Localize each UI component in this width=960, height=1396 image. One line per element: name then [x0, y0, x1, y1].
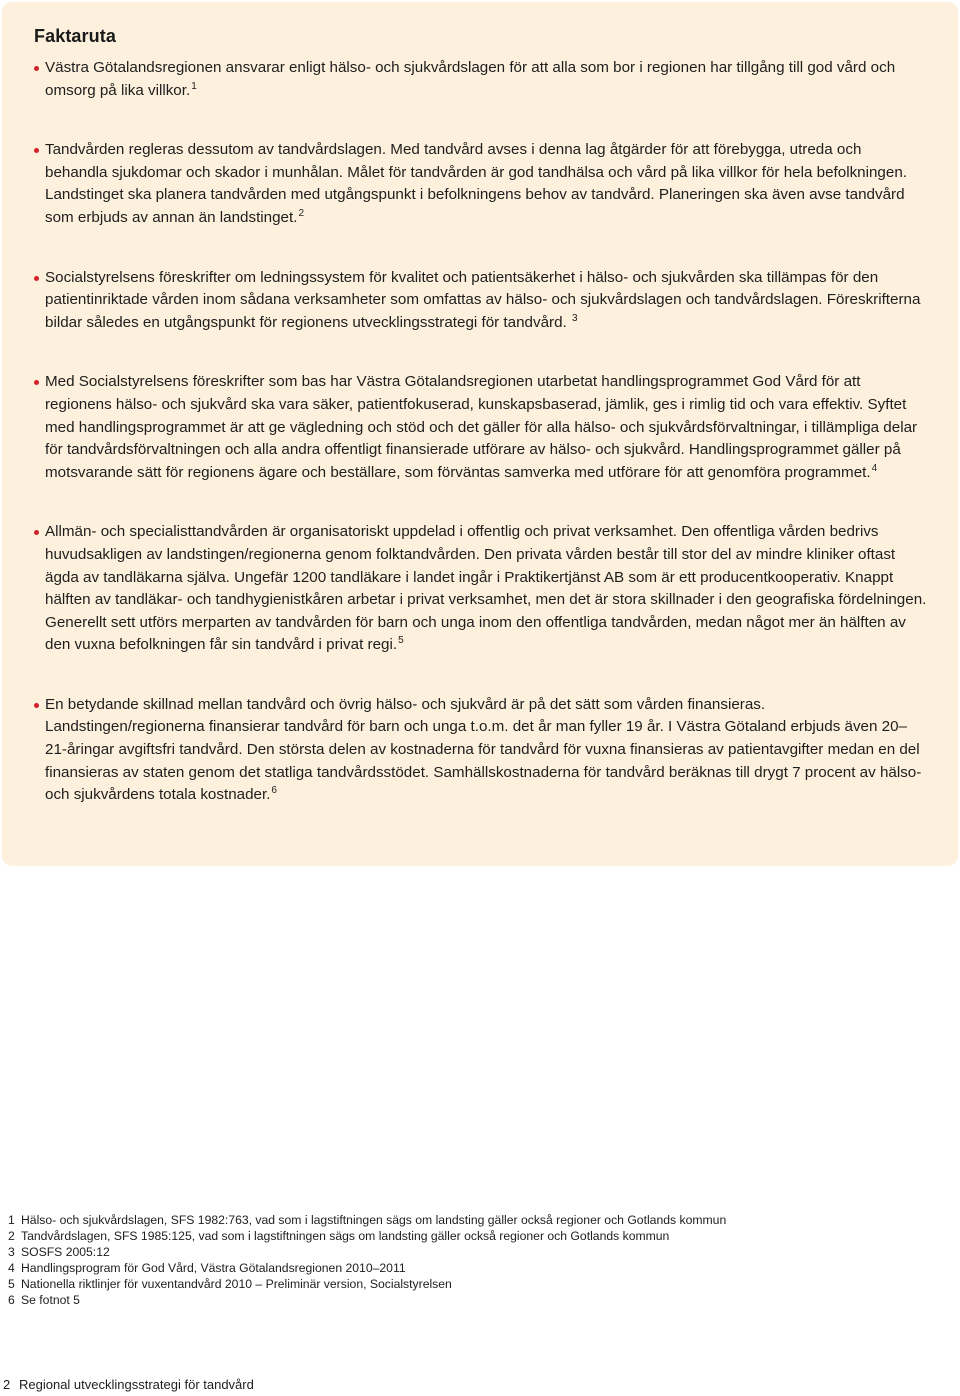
fact-item [34, 521, 928, 657]
footnote-ref: 4 [871, 462, 878, 474]
fact-box-title: Faktaruta [34, 26, 116, 46]
footnote-number: 3 [8, 1245, 15, 1259]
fact-item-text: Socialstyrelsens föreskrifter om ledningssystem för kvalitet och patientsäkerhet i hälso- och sjukvården ska tillämpas för den patientinriktade vården inom sådana verksamheter som omfattas av hälso- och sjukvårdslagen och tandvårdslagen. Föreskrifterna bildar således en utgångspunkt för regionens utvecklingsstrategi för tandvård. [45, 268, 921, 331]
fact-item [34, 371, 928, 484]
footnote-text: Hälso- och sjukvårdslagen, SFS 1982:763, vad som i lagstiftningen sägs om landsting gäller också regioner och Gotlands kommun [21, 1213, 727, 1227]
footnote-ref: 6 [271, 785, 277, 797]
page-footer [3, 1377, 254, 1392]
fact-item [34, 267, 928, 335]
footnote [8, 1276, 726, 1292]
fact-item-text: Allmän- och specialisttandvården är organisatoriskt uppdelad i offentlig och privat verksamhet. Den offentliga vården bedrivs huvudsakligen av landstingen/regionerna genom folktandvården. Den privata vården består till stor del av mindre kliniker oftast ägda av tandläkarna själva. Ungefär 1200 tandläkare i landet ingår i Praktikertjänst AB som är ett producentkooperativ. Knappt hälften av tandläkar- och tandhygienistkåren arbetar i privat verksamhet, men det är stora skillnader i den geografiska fördelningen. Generellt sett utförs merparten av tandvården för barn och unga inom den offentliga tandvården, medan något mer än hälften av den vuxna befolkningen får sin tandvård i privat regi. [45, 523, 927, 654]
footnotes [8, 1212, 726, 1308]
page-number: 2 [3, 1377, 11, 1392]
footnote-text: Nationella riktlinjer för vuxentandvård 2010 – Preliminär version, Socialstyrelsen [21, 1277, 452, 1291]
fact-item-text: Med Socialstyrelsens föreskrifter som bas har Västra Götalandsregionen utarbetat handlingsprogrammet God Vård för att regionens hälso- och sjukvård ska vara säker, patientfokuserad, kunskapsbaserad, jämlik, ges i rimlig tid och vara effektiv. Syftet med handlingsprogrammet är att ge vägledning och stöd och det gäller för alla hälso- och sjukvårdsförvaltningar, i tillämpliga delar för tandvårdsförvaltningen och alla andra offentligt finansierade utförare av hälso- och sjukvård. Handlingsprogrammet gäller på motsvarande sätt för regionens ägare och beställare, som förväntas samverka med utförare för att genomföra programmet. [45, 373, 918, 481]
footnote-number: 2 [8, 1229, 15, 1243]
footnote-number: 5 [8, 1277, 15, 1291]
fact-item [34, 139, 928, 229]
footnote-text: Se fotnot 5 [21, 1293, 80, 1307]
footnote [8, 1292, 726, 1308]
fact-item-text: En betydande skillnad mellan tandvård och övrig hälso- och sjukvård är på det sätt som vården finansieras. Landstingen/regionerna finansierar tandvård för barn och unga t.o.m. det år man fyller 19 år. I Västra Götaland erbjuds även 20–21-åringar avgiftsfri tandvård. Den största delen av kostnaderna för tandvård för vuxna finansieras av patientavgifter medan en del finansieras av staten genom det statliga tandvårdsstödet. Samhällskostnaderna för tandvård beräknas till drygt 7 procent av hälso- och sjukvårdens totala kostnader. [45, 695, 922, 804]
footnote-number: 4 [8, 1261, 15, 1275]
footnote-text: Handlingsprogram för God Vård, Västra Götalandsregionen 2010–2011 [21, 1261, 406, 1275]
document-title: Regional utvecklingsstrategi för tandvård [19, 1377, 254, 1392]
bullet-icon [34, 703, 39, 708]
fact-item-text: Tandvården regleras dessutom av tandvårdslagen. Med tandvård avses i denna lag åtgärder för att förebygga, utreda och behandla sjukdomar och skador i munhålan. Målet för tandvården är god tandhälsa och vård på lika villkor för hela befolkningen. Landstinget ska planera tandvården med utgångspunkt i befolkningens behov av tandvård. Planeringen ska även avse tandvård som erbjuds av annan än landstinget. [45, 141, 907, 226]
bullet-icon [34, 66, 39, 71]
footnote-number: 1 [8, 1213, 15, 1227]
bullet-icon [34, 530, 39, 535]
footnote-text: Tandvårdslagen, SFS 1985:125, vad som i lagstiftningen sägs om landsting gäller också regioner och Gotlands kommun [21, 1229, 670, 1243]
fact-item [34, 694, 928, 807]
fact-item-text: Västra Götalandsregionen ansvarar enligt hälso- och sjukvårdslagen för att alla som bor i regionen har tillgång till god vård och omsorg på lika villkor. [45, 59, 896, 99]
fact-box [2, 2, 958, 866]
footnote-text: SOSFS 2005:12 [21, 1245, 110, 1259]
footnote [8, 1260, 726, 1276]
footnote-ref: 2 [298, 207, 305, 219]
fact-item [34, 57, 928, 102]
fact-list [34, 57, 928, 807]
footnote-ref: 5 [398, 635, 404, 647]
footnote-number: 6 [8, 1293, 15, 1307]
footnote-ref: 3 [572, 312, 578, 324]
footnote [8, 1212, 726, 1228]
footnote [8, 1244, 726, 1260]
bullet-icon [34, 276, 39, 281]
footnote-ref: 1 [191, 80, 197, 92]
bullet-icon [34, 148, 39, 153]
footnote [8, 1228, 726, 1244]
bullet-icon [34, 380, 39, 385]
